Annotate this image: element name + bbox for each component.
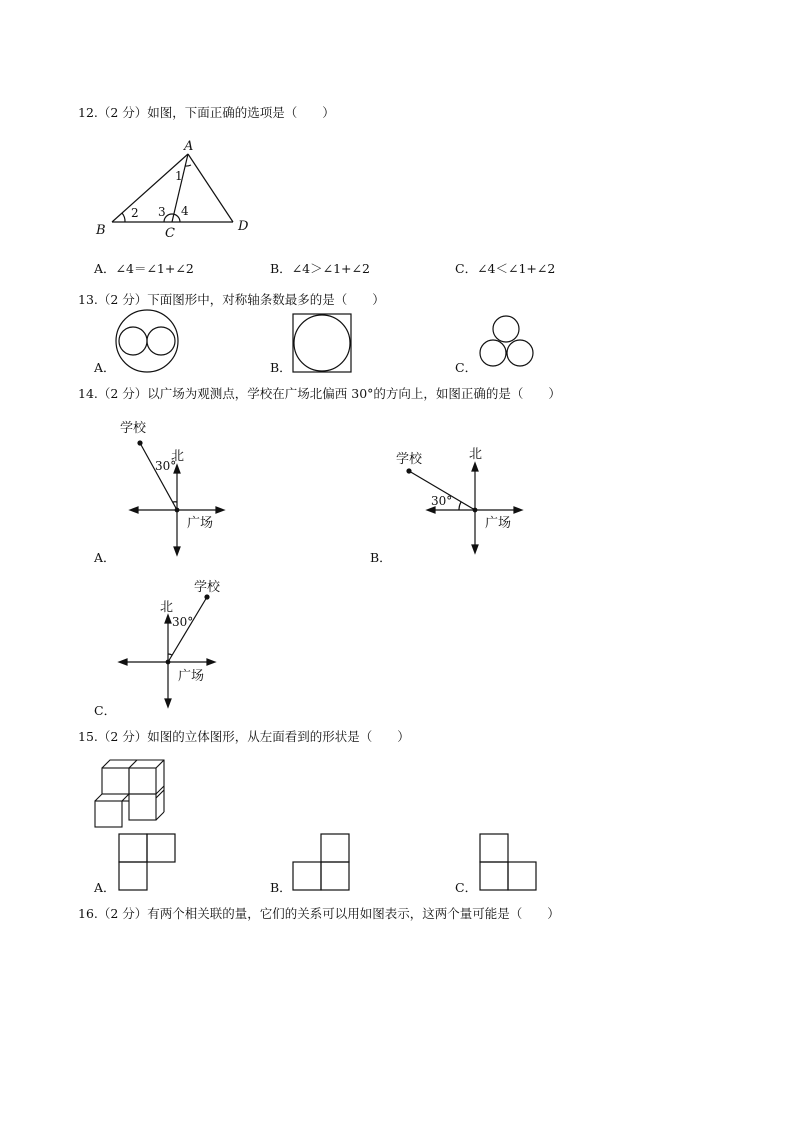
q12-option-c-text: ∠4＜∠1+∠2 — [477, 261, 556, 276]
angle-2-label: 2 — [131, 206, 139, 220]
q15-option-a[interactable]: A． — [94, 880, 116, 895]
angle-1-label: 1 — [175, 169, 183, 183]
q12-option-c-letter: C． — [455, 261, 478, 276]
point-c-label: C — [165, 226, 175, 241]
q14c-school-label: 学校 — [194, 580, 221, 595]
question-14-stem: 14.（2 分）以广场为观测点，学校在广场北偏西 30°的方向上，如图正确的是（ ） — [78, 386, 561, 401]
question-13-stem: 13.（2 分）下面图形中，对称轴条数最多的是（ ） — [78, 292, 385, 307]
q14b-north-label: 北 — [469, 447, 483, 462]
q14a-angle-label: 30° — [155, 459, 177, 473]
question-12-stem: 12.（2 分）如图，下面正确的选项是（ ） — [78, 105, 335, 120]
q14c-north-label: 北 — [160, 600, 174, 615]
q15-option-b[interactable]: B． — [270, 880, 292, 895]
q13-option-b[interactable]: B． — [270, 360, 292, 375]
point-b-label: B — [96, 223, 106, 238]
q14a-north-label: 北 — [171, 449, 185, 464]
angle-3-label: 3 — [158, 205, 166, 219]
q12-option-b-letter: B． — [270, 261, 292, 276]
q14b-angle-label: 30° — [431, 494, 453, 508]
q14c-angle-label: 30° — [172, 615, 194, 629]
q14c-square-label: 广场 — [178, 669, 205, 684]
q15-option-c[interactable]: C． — [455, 880, 478, 895]
question-16-stem: 16.（2 分）有两个相关联的量，它们的关系可以用如图表示，这两个量可能是（ ） — [78, 906, 560, 921]
q14-option-c[interactable]: C． — [94, 703, 117, 718]
q14a-square-label: 广场 — [187, 516, 214, 531]
point-d-label: D — [238, 219, 249, 234]
q14a-school-label: 学校 — [120, 421, 147, 436]
q14b-square-label: 广场 — [485, 516, 512, 531]
q13-option-a[interactable]: A． — [94, 360, 116, 375]
q14-option-a[interactable]: A． — [94, 550, 116, 565]
q13-option-c[interactable]: C． — [455, 360, 478, 375]
point-a-label: A — [184, 139, 194, 154]
q12-option-a-text: ∠4＝∠1+∠2 — [115, 261, 194, 276]
angle-4-label: 4 — [181, 204, 189, 218]
q12-option-a-letter: A． — [94, 261, 116, 276]
q14b-school-label: 学校 — [396, 452, 423, 467]
q14-option-b[interactable]: B． — [370, 550, 392, 565]
q12-option-b-text: ∠4＞∠1+∠2 — [291, 261, 370, 276]
question-15-stem: 15.（2 分）如图的立体图形，从左面看到的形状是（ ） — [78, 729, 410, 744]
